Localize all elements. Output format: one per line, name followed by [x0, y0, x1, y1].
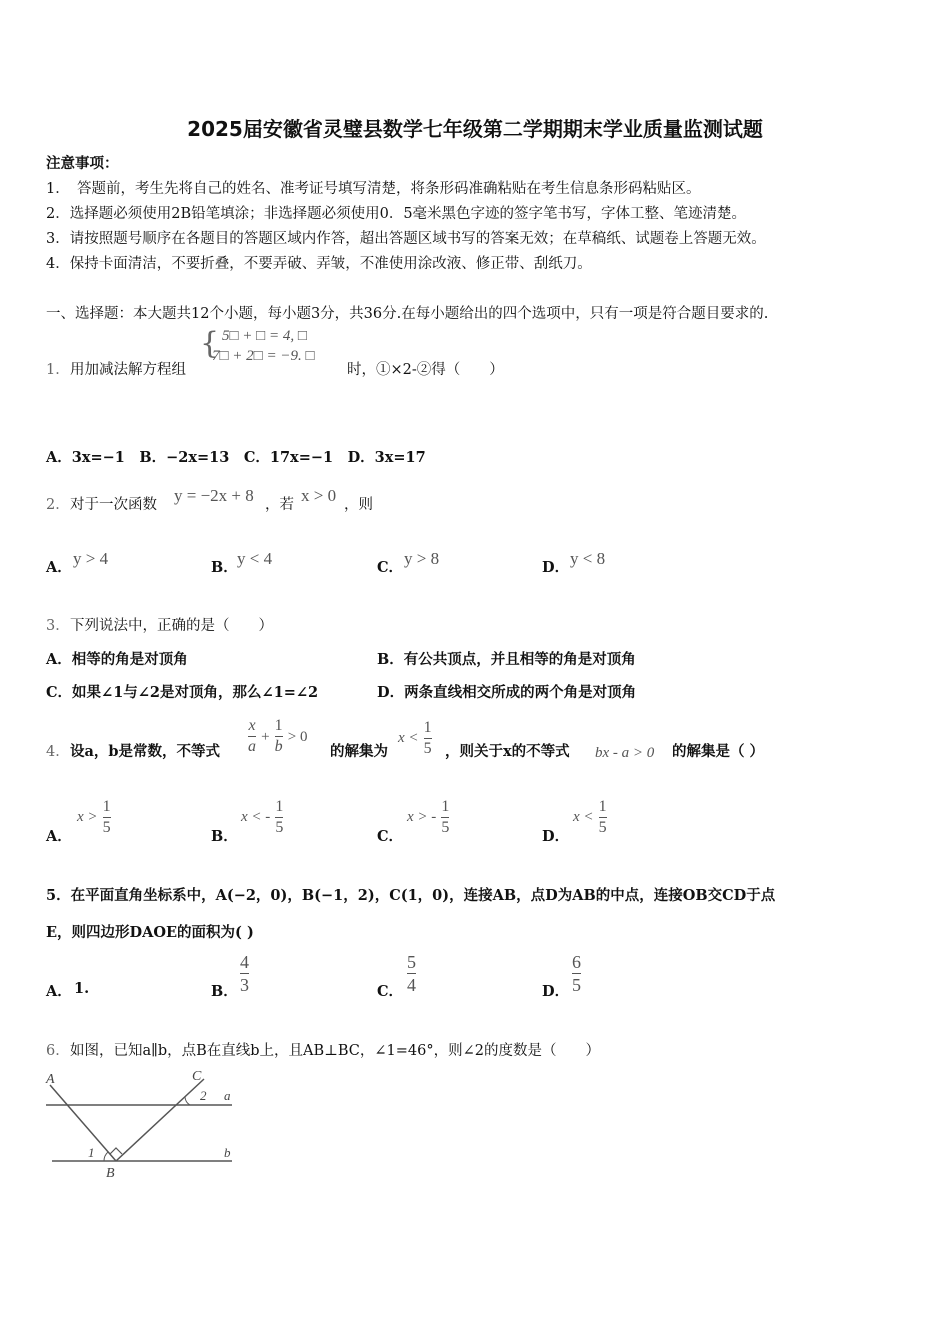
option-label: A． — [46, 983, 72, 1000]
label-a: a — [224, 1088, 231, 1103]
notice-item: 4．保持卡面清洁，不要折叠，不要弄破、弄皱，不准使用涂改液、修正带、刮纸刀。 — [46, 256, 592, 272]
notice-heading: 注意事项： — [46, 155, 119, 172]
equation-1: 5□ + □ = 4, □ — [222, 328, 307, 344]
question-stem: 的解集为 — [330, 743, 388, 760]
option-label: D． — [542, 828, 570, 845]
condition-expression: x > 0 — [301, 486, 337, 505]
question-stem: ，若 — [265, 497, 294, 513]
label-A: A — [46, 1072, 55, 1087]
option-label: B． — [211, 828, 238, 845]
option-c: C．如果∠1与∠2是对顶角，那么∠1=∠2 — [46, 684, 319, 701]
question-stem: ，则关于x的不等式 — [445, 743, 570, 760]
question-stem: 5．在平面直角坐标系中，A(−2，0)，B(−1，2)，C(1，0)，连接AB，点D为AB的中点，连接OB交CD于点 — [46, 887, 776, 904]
question-number: 2． — [46, 497, 70, 513]
label-angle-1: 1 — [88, 1145, 95, 1160]
option-label: C． — [377, 828, 404, 845]
fraction: $\frac{1}{5}$ — [423, 719, 432, 757]
question-stem: 时，①×2-②得（ ） — [347, 362, 504, 378]
option-a: A．相等的角是对顶角 — [46, 651, 188, 668]
angle-2-arc — [185, 1097, 190, 1105]
right-angle-mark — [110, 1148, 122, 1154]
option-value: $\frac{6}{5}$ — [572, 952, 581, 995]
left-brace: { — [200, 326, 220, 361]
angle-1-arc — [104, 1152, 108, 1161]
question-stem: ，则 — [344, 497, 373, 513]
question-stem: 用加减法解方程组 — [70, 362, 186, 378]
inequality-expression: bx - a > 0 — [595, 745, 655, 761]
option-label: B． — [211, 559, 238, 576]
option-label: A． — [46, 559, 72, 576]
option-value: x < - $\frac{1}{5}$ — [241, 798, 284, 836]
option-label: B． — [211, 983, 238, 1000]
option-label: A． — [46, 828, 72, 845]
option-d: D．两条直线相交所成的两个角是对顶角 — [377, 684, 637, 701]
option-value: x > $\frac{1}{5}$ — [77, 798, 111, 836]
option-value: x < $\frac{1}{5}$ — [573, 798, 607, 836]
function-expression: y = −2x + 8 — [174, 486, 254, 505]
notice-item: 3．请按照题号顺序在各题目的答题区域内作答，超出答题区域书写的答案无效；在草稿纸、试题卷上答题无效。 — [46, 231, 766, 247]
line-ab — [50, 1085, 116, 1161]
geometry-figure — [40, 1065, 245, 1185]
page-title: 2025届安徽省灵璧县数学七年级第二学期期末学业质量监测试题 — [187, 117, 763, 141]
line-bc — [116, 1079, 204, 1161]
option-label: C． — [377, 983, 404, 1000]
notice-item: 2．选择题必须使用2B铅笔填涂；非选择题必须使用0．5毫米黑色字迹的签字笔书写，字体工整、笔迹清楚。 — [46, 206, 747, 222]
question-stem: 下列说法中，正确的是（ ） — [70, 618, 273, 634]
question-number: 3． — [46, 618, 70, 634]
option-value: y < 4 — [237, 549, 273, 568]
option-value: 1. — [74, 980, 90, 997]
label-b: b — [224, 1145, 231, 1160]
question-number: 4． — [46, 744, 70, 760]
inequality-expression: $\frac{x}{a}$ + $\frac{1}{b}$ > 0 — [248, 717, 308, 755]
label-C: C — [192, 1069, 202, 1084]
answer-options: A．3x=−1 B．−2x=13 C．17x=−1 D．3x=17 — [46, 449, 426, 466]
option-label: C． — [377, 559, 404, 576]
question-stem: 的解集是（ ） — [672, 743, 765, 760]
fraction: $\frac{x}{a}$ — [248, 717, 256, 755]
option-label: D． — [542, 559, 570, 576]
solution-set: x < $\frac{1}{5}$ — [398, 719, 432, 757]
question-stem: E，则四边形DAOE的面积为( ) — [46, 924, 254, 941]
section-heading: 一、选择题：本大题共12个小题，每小题3分，共36分.在每小题给出的四个选项中，只有一项是符合题目要求的. — [46, 306, 769, 322]
option-value: y > 8 — [404, 549, 440, 568]
label-B: B — [106, 1166, 115, 1181]
question-stem: 对于一次函数 — [70, 497, 157, 513]
option-label: D． — [542, 983, 570, 1000]
fraction: $\frac{1}{b}$ — [274, 717, 283, 755]
notice-item: 1． 答题前，考生先将自己的姓名、准考证号填写清楚，将条形码准确粘贴在考生信息条形码粘贴区。 — [46, 181, 701, 197]
question-stem: 设a，b是常数，不等式 — [70, 743, 221, 760]
question-number: 1． — [46, 362, 70, 378]
option-value: x > - $\frac{1}{5}$ — [407, 798, 450, 836]
question-number: 6． — [46, 1043, 70, 1059]
equation-2: 7□ + 2□ = −9. □ — [212, 348, 315, 364]
option-value: $\frac{5}{4}$ — [407, 952, 416, 995]
question-stem: 如图，已知a∥b，点B在直线b上，且AB⊥BC，∠1=46°，则∠2的度数是（ ） — [70, 1043, 600, 1059]
option-value: y < 8 — [570, 549, 606, 568]
label-angle-2: 2 — [200, 1088, 207, 1103]
option-value: y > 4 — [73, 549, 109, 568]
option-b: B．有公共顶点，并且相等的角是对顶角 — [377, 651, 636, 668]
option-value: $\frac{4}{3}$ — [240, 952, 249, 995]
